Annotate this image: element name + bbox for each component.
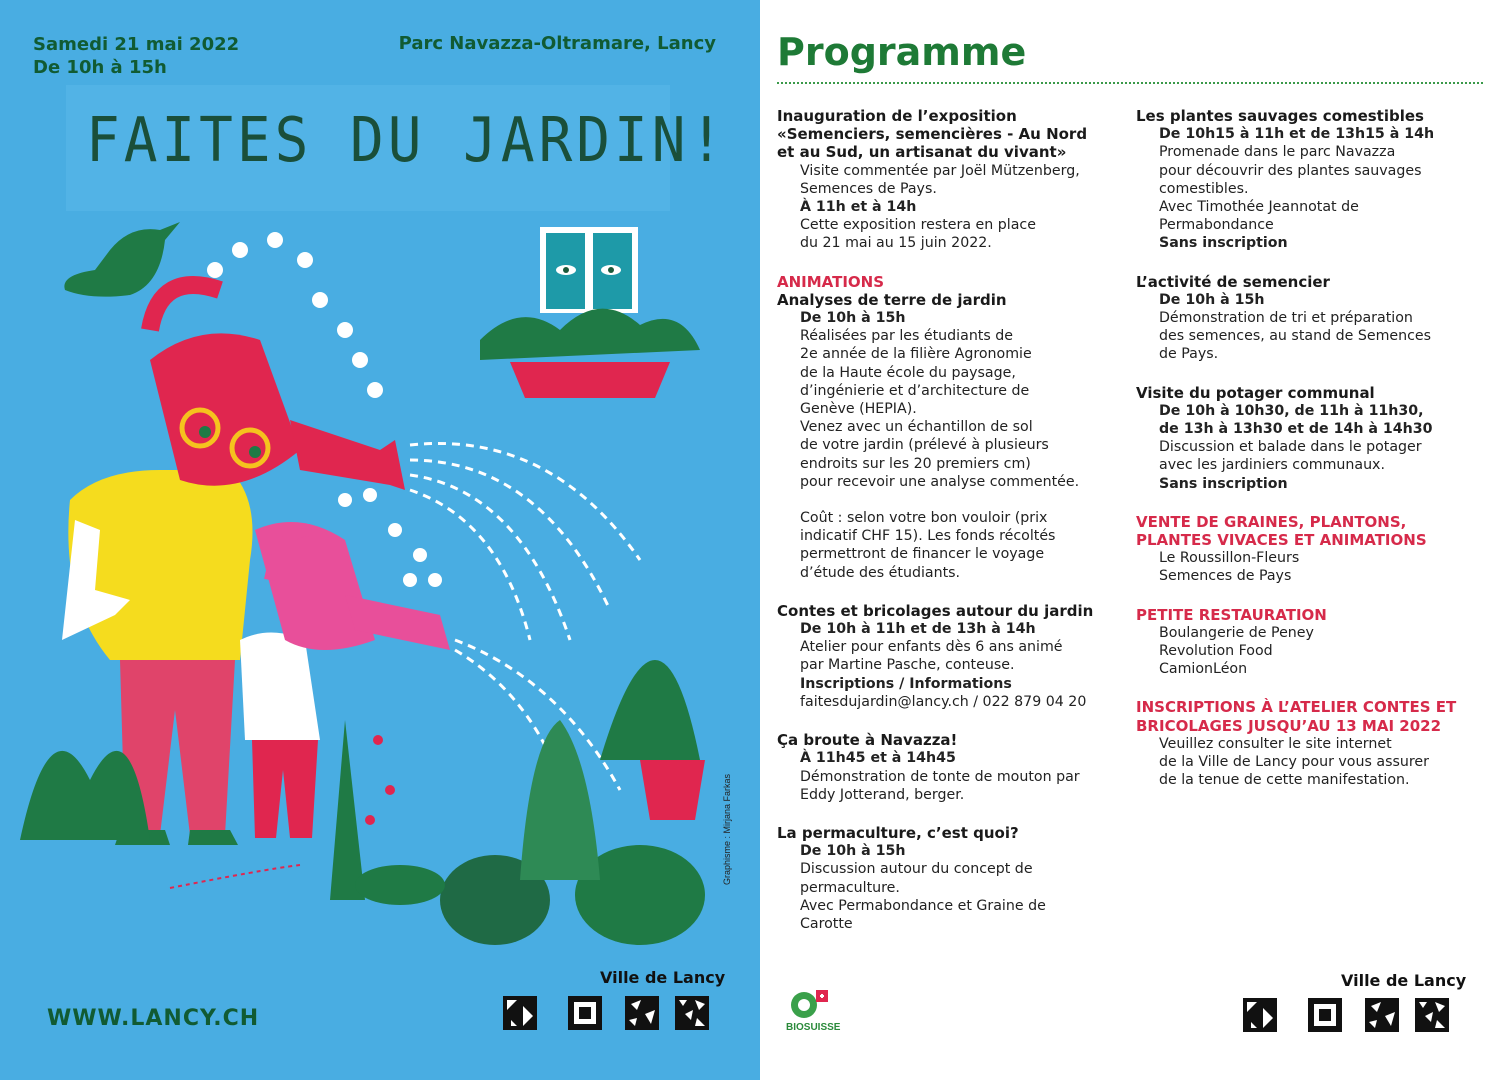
registration-note: Sans inscription [1159, 475, 1288, 492]
red-heading: INSCRIPTIONS À L’ATELIER CONTES ET [1136, 698, 1457, 717]
contact-line[interactable]: faitesdujardin@lancy.ch / 022 879 04 20 [800, 693, 1087, 710]
section-heading: L’activité de semencier [1136, 272, 1330, 291]
lancy-logo-tile-2 [568, 996, 602, 1030]
section-potager [1136, 384, 1476, 493]
time-line: de 13h à 13h30 et de 14h à 14h30 [1159, 421, 1433, 438]
section-heading [777, 107, 1122, 162]
animations-heading: ANIMATIONS [777, 272, 885, 291]
text-line: Venez avec un échantillon de sol [800, 419, 1033, 436]
text-line: de Pays. [1159, 346, 1219, 363]
text-line: Visite commentée par Joël Mützenberg, [800, 162, 1080, 179]
text-line: de la Ville de Lancy pour vous assurer [1159, 754, 1429, 771]
registration-note: Sans inscription [1159, 235, 1288, 252]
red-heading: PETITE RESTAURATION [1136, 605, 1327, 624]
text-line: Promenade dans le parc Navazza [1159, 144, 1396, 161]
text-line: endroits sur les 20 premiers cm) [800, 455, 1031, 472]
text-line: des semences, au stand de Semences [1159, 328, 1432, 345]
time-line: De 10h à 10h30, de 11h à 11h30, [1159, 402, 1424, 419]
text-line: Discussion et balade dans le potager [1159, 439, 1422, 456]
programme-divider [777, 82, 1483, 84]
biosuisse-logo [786, 988, 836, 1022]
section-heading: Les plantes sauvages comestibles [1136, 107, 1424, 125]
poster-title: FAITES DU JARDIN! [86, 104, 728, 177]
text-line: Démonstration de tonte de mouton par [800, 768, 1080, 785]
text-line: d’ingénierie et d’architecture de [800, 382, 1030, 399]
text-line: avec les jardiniers communaux. [1159, 457, 1385, 474]
text-line: Réalisées par les étudiants de [800, 328, 1014, 345]
text-line: de votre jardin (prélevé à plusieurs [800, 437, 1049, 454]
lancy-logo-tile-r3 [1365, 998, 1399, 1032]
text-line: pour découvrir des plantes sauvages [1159, 162, 1422, 179]
graphic-credit: Graphisme : Mirjana Farkas [722, 773, 732, 885]
text-line: Semences de Pays [1159, 568, 1292, 585]
section-heading: Ça broute à Navazza! [777, 731, 958, 750]
time-line: De 10h15 à 11h et de 13h15 à 14h [1159, 126, 1435, 143]
section-heading: La permaculture, c’est quoi? [777, 823, 1019, 842]
text-line: permaculture. [800, 879, 900, 896]
lancy-logo-tile-3 [625, 996, 659, 1030]
text-line: de la Haute école du paysage, [800, 364, 1016, 381]
text-line: par Martine Pasche, conteuse. [800, 657, 1015, 674]
text-line: Le Roussillon-Fleurs [1159, 550, 1300, 567]
lancy-logo-tile-r1 [1243, 998, 1277, 1032]
text-line: Avec Timothée Jeannotat de [1159, 199, 1359, 216]
text-line: Semences de Pays. [800, 180, 937, 197]
section-heading: Contes et bricolages autour du jardin [777, 601, 1094, 620]
section-inscriptions [1136, 698, 1476, 789]
text-line: comestibles. [1159, 180, 1249, 197]
time-line: De 10h à 15h [1159, 291, 1265, 308]
text-line: Permabondance [1159, 217, 1274, 234]
red-heading: BRICOLAGES JUSQU’AU 13 MAI 2022 [1136, 716, 1442, 735]
heading-line: «Semenciers, semencières - Au Nord [777, 125, 1088, 144]
text-line: Genève (HEPIA). [800, 401, 917, 418]
text-line: Eddy Jotterand, berger. [800, 786, 965, 803]
text-line: Veuillez consulter le site internet [1159, 735, 1392, 752]
section-contes [777, 602, 1122, 711]
heading-line: et au Sud, un artisanat du vivant» [777, 143, 1067, 162]
text-line: Revolution Food [1159, 643, 1273, 660]
time-line: De 10h à 15h [800, 843, 906, 860]
text-line: Carotte [800, 915, 853, 932]
section-broute [777, 731, 1122, 804]
time-line: De 10h à 15h [800, 310, 906, 327]
section-permaculture [777, 824, 1122, 933]
text-line: 2e année de la filière Agronomie [800, 346, 1032, 363]
section-plantes-sauvages [1136, 107, 1476, 253]
text-line: permettront de financer le voyage [800, 546, 1045, 563]
lancy-logo-tile-4 [675, 996, 709, 1030]
section-vente [1136, 513, 1476, 586]
text-line: Démonstration de tri et préparation [1159, 310, 1413, 327]
text-line: CamionLéon [1159, 661, 1248, 678]
programme-column-2 [1136, 107, 1476, 810]
section-semencier [1136, 273, 1476, 364]
text-line: Avec Permabondance et Graine de [800, 897, 1046, 914]
section-restauration [1136, 606, 1476, 679]
text-line: pour recevoir une analyse commentée. [800, 473, 1080, 490]
text-line: du 21 mai au 15 juin 2022. [800, 235, 992, 252]
hours-text: De 10h à 15h [33, 57, 167, 78]
section-analyses [777, 273, 1122, 582]
text-line: Cette exposition restera en place [800, 217, 1036, 234]
red-heading: VENTE DE GRAINES, PLANTONS, [1136, 512, 1407, 531]
text-line: d’étude des étudiants. [800, 564, 961, 581]
text-line: de la tenue de cette manifestation. [1159, 772, 1410, 789]
time-line: De 10h à 11h et de 13h à 14h [800, 621, 1036, 638]
section-heading: Visite du potager communal [1136, 383, 1375, 402]
section-heading: Analyses de terre de jardin [777, 290, 1007, 309]
text-line: Coût : selon votre bon vouloir (prix [800, 510, 1048, 527]
date-text: Samedi 21 mai 2022 [33, 34, 240, 55]
red-heading: PLANTES VIVACES ET ANIMATIONS [1136, 531, 1427, 550]
info-label: Inscriptions / Informations [800, 675, 1012, 692]
section-inauguration [777, 107, 1122, 253]
text-line: indicatif CHF 15). Les fonds récoltés [800, 528, 1056, 545]
text-line: Boulangerie de Peney [1159, 624, 1314, 641]
text-line: Atelier pour enfants dès 6 ans animé [800, 639, 1063, 656]
lancy-logo-tile-1 [503, 996, 537, 1030]
brand-right: Ville de Lancy [1341, 971, 1467, 990]
biosuisse-label: BIOSUISSE [786, 1022, 841, 1033]
lancy-logo-tile-r4 [1415, 998, 1449, 1032]
programme-title: Programme [777, 30, 1027, 74]
time-line: À 11h et à 14h [800, 199, 917, 216]
lancy-logo-tile-r2 [1308, 998, 1342, 1032]
programme-column-1 [777, 107, 1122, 953]
brand-left: Ville de Lancy [600, 968, 726, 987]
event-place: Parc Navazza-Oltramare, Lancy [398, 33, 716, 54]
heading-line: Inauguration de l’exposition [777, 107, 1017, 125]
text-line: Discussion autour du concept de [800, 861, 1033, 878]
time-line: À 11h45 et à 14h45 [800, 750, 956, 767]
website-link[interactable]: WWW.LANCY.CH [47, 1006, 260, 1031]
